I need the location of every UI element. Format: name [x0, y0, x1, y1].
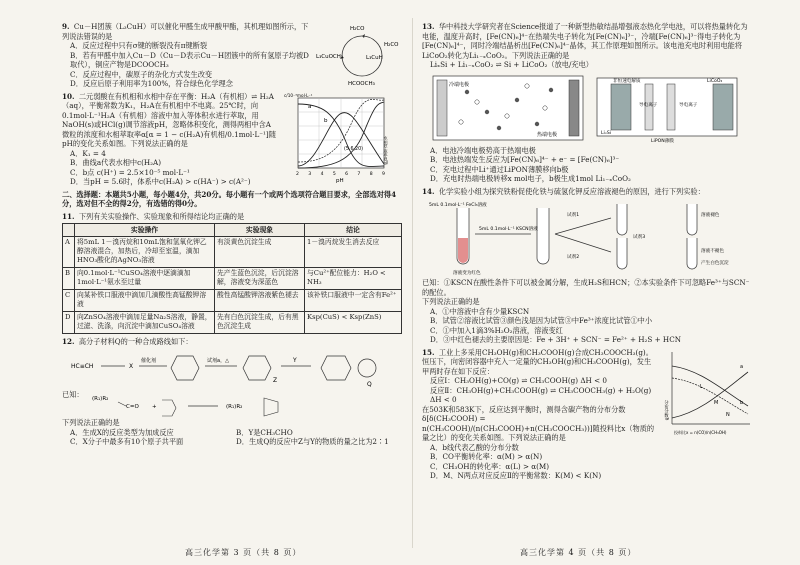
question-stem: Cu－H团簇（L₃CuH）可以催化甲醛生成甲酸甲酯，其机理如图所示，下列说法错误的是: [62, 22, 309, 41]
option-c: C．反应过程中，碳原子的杂化方式发生改变: [70, 69, 213, 79]
option-a: A．K₁ = 4: [70, 148, 106, 158]
table-cell: Ksp(CuS) < Ksp(ZnS): [305, 311, 402, 333]
question-stem: 化学实验小组为探究铁粉促使化铁与硫氢化钾反应溶液褪色的原因，进行下列实验：: [438, 186, 705, 196]
table-cell: 该补铁口服液中一定含有Fe²⁺: [305, 289, 402, 311]
table-cell: 先有白色沉淀生成，后有黑色沉淀生成: [215, 311, 305, 333]
fig-label: LiPON薄膜: [651, 138, 674, 144]
known-label: 已知：: [62, 390, 84, 400]
option-b: B．CO平衡转化率：α(M) > α(N): [430, 452, 543, 461]
table-cell: 先产生蓝色沉淀，后沉淀溶解，溶液变为深蓝色: [215, 267, 305, 289]
right-page: [422, 22, 752, 542]
question-number: 11.: [62, 211, 75, 221]
option-a: A．生成X的反应类型为加成反应: [70, 427, 174, 437]
option-c: C．X分子中最多有10个原子共平面: [70, 437, 184, 447]
option-d: D．充电时热端电极转移x mol电子，b极生成1mol Li₁₋ₓCoO₂: [430, 174, 631, 183]
question-stem: 下列有关实验操作、实验现象和所得结论均正确的是: [78, 211, 245, 221]
section-2-heading: 二、选择题：本题共5小题，每小题4分，共20分。每小题有一个或两个选项符合题目要求，全部选对得4分，选对但不全的得2分，有选错的得0分。: [62, 189, 397, 208]
fig-label: LiCoO₂: [707, 78, 723, 84]
table-cell: 1－溴丙烷发生消去反应: [305, 236, 402, 267]
battery-equation: LiₓSi + Li₁₋ₓCoO₂ ⇌ Si + LiCoO₂（放电/充电）: [430, 60, 593, 69]
x-axis-label: 投料比x = n(CO)/n(CH₃OH): [674, 429, 727, 435]
option-a: A．b线代表乙酸的分布分数: [430, 442, 519, 452]
fig-label: HCOOCH₃: [348, 81, 375, 87]
question-stem: 二元弱酸在有机相和水相中存在平衡：H₂A（有机相）⇌ H₂A（aq），平衡常数为K₁，H₂A在有机相中不电离。25℃时，向0.1mol·L⁻¹H₂A（有机相）溶液中加入等体积水进行萃取，用NaOH(s)或HCl(g)调节溶液pH，忽略体积变化，测得两相中含A微粒的浓度和水相萃取率α[α = 1 − c(H₂A)有机相/0.1mol·L⁻¹]随pH的变化关系如图。下列说法正确的是: [62, 91, 276, 148]
table-row: [63, 236, 402, 267]
route-intermediate-x: X: [129, 363, 134, 371]
table-row: [63, 289, 402, 311]
y-axis-label-left: c/10⁻³mol·L⁻¹: [284, 92, 313, 98]
q15-distribution-chart: [660, 348, 752, 438]
experiment-table: [62, 223, 402, 334]
table-header: 实验现象: [215, 224, 305, 237]
question-15: [422, 348, 752, 481]
option-d: D．当pH = 5.6时，体系中c(H₂A) > c(HA⁻) > c(A²⁻): [70, 177, 251, 186]
fig-label: 导电离子: [639, 102, 658, 108]
x-axis-label: pH: [336, 177, 344, 184]
route-condition: 催化剂: [141, 358, 157, 365]
option-a: A．电池冷端电极势高于热端电极: [430, 145, 536, 155]
option-d: D．M、N两点对应反应Ⅱ的平衡常数：K(M) < K(N): [430, 471, 602, 480]
option-d: D．③中红色褪去的主要原因是：Fe + 3H⁺ + SCN⁻ = Fe²⁺ + H₂S + HCN: [430, 335, 681, 344]
curve-label: a: [308, 103, 312, 110]
question-stem: 高分子材料Q的一种合成路线如下：: [78, 336, 193, 346]
option-c: C．b点 c(H⁺) = 2.5×10⁻⁵ mol·L⁻¹: [70, 167, 190, 177]
fig-label: 溶液褪色: [701, 213, 720, 218]
route-reagent: HC≡CH: [71, 363, 94, 371]
point-label: M: [714, 399, 719, 406]
option-b: B．Y是CH₃CHO: [236, 427, 293, 437]
point-label: L: [700, 383, 703, 390]
question-9: [62, 22, 402, 89]
table-cell: 有淡黄色沉淀生成: [215, 236, 305, 267]
fig-label: 5mL 0.1mol·L⁻¹ KSCN溶液: [479, 227, 538, 232]
svg-text:(R₁)R₂: (R₁)R₂: [225, 404, 242, 411]
page-divider: [412, 18, 413, 548]
fig-label: 试剂1: [567, 213, 580, 218]
route-product-q: Q: [367, 381, 372, 389]
fig-label: H₂CO: [384, 42, 399, 48]
page-footer-left: 高三化学第 3 页（共 8 页）: [185, 548, 302, 558]
table-cell: 向ZnSO₄溶液中滴加足量Na₂S溶液，静置，过滤、洗涤，向沉淀中滴加CuSO₄溶液: [75, 311, 215, 333]
question-number: 14.: [422, 186, 435, 196]
question-prompt: 下列说法正确的是: [422, 297, 480, 306]
reaction-1: 反应Ⅰ：CH₃OH(g)+CO(g) ⇌ CH₃COOH(g) ΔH < 0: [430, 376, 607, 385]
svg-text:C=O: C=O: [125, 404, 139, 411]
option-c: C．CH₃OH的转化率：α(L) > α(M): [430, 461, 550, 471]
page-footer-right: 高三化学第 4 页（共 8 页）: [520, 548, 637, 558]
table-cell: D: [63, 311, 75, 333]
table-cell: B: [63, 267, 75, 289]
curve-label: b: [324, 117, 328, 124]
svg-text:+: +: [151, 404, 157, 411]
point-label: N: [726, 411, 730, 418]
question-number: 12.: [62, 336, 75, 346]
table-cell: C: [63, 289, 75, 311]
option-b: B．曲线a代表水相中c(H₂A): [70, 158, 162, 167]
table-row: [63, 267, 402, 289]
route-intermediate-z: Z: [273, 377, 278, 385]
question-number: 9.: [62, 22, 70, 31]
question-13: [422, 22, 752, 184]
known-conditions: 已知：①KSCN在酸性条件下可以被金属分解，生成H₂S和HCN；②本实验条件下可忽略Fe³⁺与SCN⁻的配位。: [422, 278, 750, 297]
point-label: b: [740, 399, 744, 406]
table-header: [63, 224, 75, 237]
route-intermediate-y: Y: [293, 357, 297, 365]
fig-label: 溶液变为红色: [453, 271, 481, 276]
option-c: C．①中加入1滴3%H₂O₂溶液，溶液变红: [430, 325, 563, 335]
table-cell: 酸性高锰酸钾溶液紫色褪去: [215, 289, 305, 311]
x-tick-label: 2: [296, 171, 299, 177]
question-prompt: 下列说法正确的是: [62, 418, 120, 428]
option-b: B．若有甲醛中加入Cu－D（Cu－D表示Cu－H团簇中的所有氢原子均被D取代），铜应产物是DCOOCH₃: [70, 50, 309, 69]
route-condition: 试剂a，△: [207, 358, 229, 365]
fig-label: 5mL 0.1mol·L⁻¹ FeCl₃溶液: [429, 203, 487, 208]
x-tick-label: 4: [320, 171, 324, 177]
left-page: [62, 22, 402, 542]
question-12: [62, 337, 402, 447]
curve-label: (5.6,20): [344, 146, 364, 152]
q13-thermocell-diagram: [427, 72, 747, 144]
question-10: [62, 92, 402, 187]
svg-text:(R₁)R₂: (R₁)R₂: [91, 396, 108, 403]
table-cell: 向某补铁口服液中滴加几滴酸性高锰酸钾溶液: [75, 289, 215, 311]
x-tick-label: 5: [332, 171, 336, 177]
option-b: B．电池热端发生反应为[Fe(CN)₆]⁴⁻ + e⁻ = [Fe(CN)₆]³⁻: [430, 155, 620, 164]
x-tick-label: 8: [369, 171, 373, 177]
fig-label: LiₓSi: [601, 130, 612, 136]
table-cell: A: [63, 236, 75, 267]
fig-label: 冷端电极: [449, 81, 470, 88]
table-cell: 与Cu²⁺配位能力：H₂O < NH₃: [305, 267, 402, 289]
table-header: 结论: [305, 224, 402, 237]
fig-label: 试剂2: [567, 255, 580, 260]
fig-label: H₂CO: [350, 26, 365, 32]
question-number: 10.: [62, 91, 75, 101]
fig-label: 非恒速电解质: [613, 78, 641, 84]
option-b: B．试管②溶液比试管③颜色浅是因为试管③中Fe³⁺浓度比试管①中小: [430, 316, 653, 325]
table-cell: 向0.1mol·L⁻¹CuSO₄溶液中逐滴滴加1mol·L⁻¹氨水至过量: [75, 267, 215, 289]
table-header: 实验操作: [75, 224, 215, 237]
table-header-row: [63, 224, 402, 237]
y-axis-label-right: 水相萃取率α/%: [383, 135, 389, 165]
option-d: D．反应后原子利用率为100%，符合绿色化学理念: [70, 79, 233, 88]
fig-label: L₃CuH: [366, 55, 383, 61]
question-11: [62, 212, 402, 334]
fig-label: 热端电极: [537, 131, 558, 138]
x-tick-label: 9: [382, 171, 385, 177]
table-cell: 将5mL 1－溴丙烷和10mL饱和氢氧化钾乙醇溶液混合，加热后，冷却至室温，滴加HNO₃酸化的AgNO₃溶液: [75, 236, 215, 267]
question-stem: 工业上多采用CH₃OH(g)和CH₃COOH(g)合成CH₃COOCH₃(g)。恒压下，向密闭容器中充入一定量的CH₃OH(g)和CH₃COOH(g)，发生甲两时存在如下反应：: [422, 347, 653, 376]
option-c: C．充电过程中Li⁺通过LiPON薄膜移向b极: [430, 164, 569, 174]
option-d: D．生成Q的反应中Z与Y的物质的量之比为2∶1: [236, 437, 389, 447]
table-row: [63, 311, 402, 333]
q12-known-reaction: [88, 390, 328, 418]
q12-synthesis-route: [67, 348, 397, 388]
option-a: A．反应过程中只有σ键的断裂没有π键断裂: [70, 41, 208, 50]
q14-experiment-diagram: [427, 198, 747, 276]
question-number: 15.: [422, 347, 435, 357]
q10-distribution-chart: [282, 92, 402, 184]
q9-catalytic-cycle-diagram: [314, 22, 402, 88]
fig-label: 导电离子: [679, 102, 698, 108]
x-tick-label: 6: [345, 171, 349, 177]
question-number: 13.: [422, 22, 435, 31]
x-tick-label: 7: [357, 171, 361, 177]
fig-label: 溶液不褪色: [701, 249, 724, 254]
fig-label: L₃CuOCH₃: [316, 54, 344, 60]
option-a: A．①中溶液中含有少量KSCN: [430, 306, 530, 316]
question-stem: 华中科技大学研究者在Science报道了一种新型热敏结晶增强液态热化学电池，可以将热量转化为电能，温度升高时，[Fe(CN)₆]⁴⁻在热端失电子转化为[Fe(CN)₆]³⁻，冷端[Fe(CN)₆]³⁻得电子转化为[Fe(CN)₆]⁴⁻，同时冷端结晶析出[Fe(CN)₆]⁴⁻晶体，其工作原理如图所示。该电池充电时利用电能将LiCoO₂转化为Li₁₋ₓCoO₂。下列说法正确的是: [422, 22, 748, 60]
y-axis-label: 分布分数δ: [663, 399, 669, 420]
fig-label: 试剂3: [633, 235, 646, 240]
reaction-2: 反应Ⅱ：CH₃OH(g)+CH₃COOH(g) ⇌ CH₃COOCH₃(g) + H₂O(g) ΔH < 0: [430, 385, 652, 404]
x-tick-label: 3: [308, 171, 312, 177]
question-14: [422, 187, 752, 345]
point-label: a: [740, 363, 744, 370]
question-description: 在503K和583K下，反应达到平衡时，测得含碳产物的分布分数δ[δ(CH₃COOH) = n(CH₃COOH)/(n(CH₃COOH)+n(CH₃COOCH₃))]随投料比x（物质的量之比）的变化关系如图。下列说法正确的是: [422, 404, 655, 442]
fig-label: 产生白色沉淀: [701, 261, 729, 266]
